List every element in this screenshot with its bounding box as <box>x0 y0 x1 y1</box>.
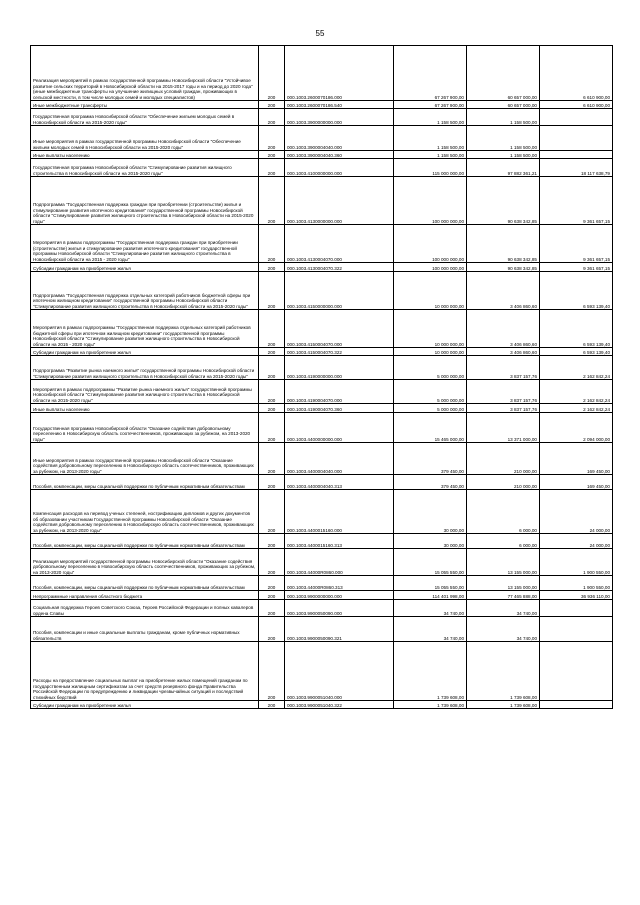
cell-unexecuted-amount: 2 162 842,24 <box>540 380 613 404</box>
cell-unexecuted-amount: 2 094 000,00 <box>540 413 613 443</box>
table-row <box>31 159 613 177</box>
table-row <box>31 356 613 380</box>
cell-budget-code: 000.1003.4100000000.000 <box>285 159 394 177</box>
cell-name: Расходы на предоставление социальных выплат на приобретение жилых помещений гражданам по государственным жилищным сертификатам за счет средств резервного фонда Правительства Российской Федерации по предупреждению и ликвидации чрезвычайных ситуаций и последствий стихийных бедствий <box>31 642 259 701</box>
cell-budget-code: 000.1003.9900050090.321 <box>285 617 394 642</box>
cell-executed-amount: 6 000,00 <box>467 490 540 534</box>
cell-executed-amount: 3 837 157,76 <box>467 380 540 404</box>
cell-approved-amount: 67 267 900,00 <box>394 46 467 101</box>
cell-approved-amount: 10 000 000,00 <box>394 272 467 310</box>
table-row <box>31 272 613 310</box>
cell-unexecuted-amount <box>540 151 613 159</box>
cell-executed-amount: 3 406 860,60 <box>467 348 540 356</box>
table-row <box>31 534 613 549</box>
cell-line-code: 200 <box>259 356 285 380</box>
cell-executed-amount: 1 158 500,00 <box>467 126 540 151</box>
cell-budget-code: 000.1003.9900051040.000 <box>285 642 394 701</box>
table-row <box>31 380 613 404</box>
cell-approved-amount: 379 450,00 <box>394 443 467 475</box>
cell-line-code: 200 <box>259 591 285 600</box>
cell-approved-amount: 1 158 500,00 <box>394 126 467 151</box>
cell-approved-amount: 1 739 608,00 <box>394 701 467 709</box>
cell-approved-amount: 115 000 000,00 <box>394 159 467 177</box>
cell-line-code: 200 <box>259 600 285 617</box>
cell-budget-code: 000.1003.4400004040.313 <box>285 475 394 490</box>
cell-unexecuted-amount: 6 610 900,00 <box>540 101 613 109</box>
table-row <box>31 225 613 263</box>
cell-budget-code: 000.1003.4190000000.000 <box>285 356 394 380</box>
cell-budget-code: 000.1003.9900000000.000 <box>285 591 394 600</box>
cell-approved-amount: 1 739 608,00 <box>394 642 467 701</box>
cell-unexecuted-amount: 9 361 657,15 <box>540 225 613 263</box>
cell-unexecuted-amount: 2 162 842,24 <box>540 356 613 380</box>
cell-approved-amount: 10 000 000,00 <box>394 348 467 356</box>
cell-executed-amount: 90 638 342,85 <box>467 177 540 225</box>
cell-approved-amount: 34 740,00 <box>394 600 467 617</box>
cell-line-code: 200 <box>259 490 285 534</box>
table-row <box>31 101 613 109</box>
table-row <box>31 475 613 490</box>
cell-name: Субсидии гражданам на приобретение жилья <box>31 701 259 709</box>
cell-line-code: 200 <box>259 404 285 413</box>
cell-unexecuted-amount: 24 000,00 <box>540 490 613 534</box>
cell-executed-amount: 3 406 860,60 <box>467 310 540 348</box>
page-number: 55 <box>315 29 325 38</box>
cell-name: Субсидии гражданам на приобретение жилья <box>31 263 259 272</box>
table-row <box>31 617 613 642</box>
cell-budget-code: 000.1003.2600070186.000 <box>285 46 394 101</box>
cell-unexecuted-amount: 6 610 900,00 <box>540 46 613 101</box>
cell-unexecuted-amount <box>540 642 613 701</box>
cell-executed-amount: 60 657 000,00 <box>467 101 540 109</box>
cell-unexecuted-amount: 24 000,00 <box>540 534 613 549</box>
cell-approved-amount: 5 000 000,00 <box>394 404 467 413</box>
cell-approved-amount: 30 000,00 <box>394 490 467 534</box>
cell-approved-amount: 100 000 000,00 <box>394 225 467 263</box>
cell-budget-code: 000.1003.4130004070.322 <box>285 263 394 272</box>
cell-executed-amount: 1 739 608,00 <box>467 642 540 701</box>
table-row <box>31 109 613 126</box>
cell-executed-amount: 6 000,00 <box>467 534 540 549</box>
cell-executed-amount: 210 000,00 <box>467 443 540 475</box>
cell-line-code: 200 <box>259 617 285 642</box>
cell-approved-amount: 379 450,00 <box>394 475 467 490</box>
cell-budget-code: 000.1003.2600070186.540 <box>285 101 394 109</box>
cell-name: Пособия, компенсации, меры социальной поддержки по публичным нормативным обязательствам <box>31 475 259 490</box>
cell-unexecuted-amount: 6 593 139,40 <box>540 348 613 356</box>
cell-line-code: 200 <box>259 225 285 263</box>
cell-executed-amount: 77 465 888,00 <box>467 591 540 600</box>
table-row <box>31 591 613 600</box>
cell-line-code: 200 <box>259 310 285 348</box>
cell-approved-amount: 1 158 500,00 <box>394 109 467 126</box>
cell-approved-amount: 15 465 000,00 <box>394 413 467 443</box>
cell-unexecuted-amount: 6 593 139,40 <box>540 272 613 310</box>
cell-unexecuted-amount <box>540 600 613 617</box>
cell-unexecuted-amount: 9 361 657,15 <box>540 177 613 225</box>
cell-budget-code: 000.1003.4150004070.000 <box>285 310 394 348</box>
cell-budget-code: 000.1003.9900050090.000 <box>285 600 394 617</box>
cell-name: Непрограммные направления областного бюджета <box>31 591 259 600</box>
cell-executed-amount: 97 882 361,21 <box>467 159 540 177</box>
cell-executed-amount: 210 000,00 <box>467 475 540 490</box>
cell-line-code: 200 <box>259 101 285 109</box>
cell-budget-code: 000.1003.4130000000.000 <box>285 177 394 225</box>
cell-executed-amount: 34 740,00 <box>467 600 540 617</box>
cell-unexecuted-amount: 1 900 550,00 <box>540 549 613 576</box>
cell-name: Подпрограмма "Развитие рынка наемного жилья" государственной программы Новосибирской области "Стимулирование развития жилищного строительства в Новосибирской области на 2015-2020 годы" <box>31 356 259 380</box>
cell-name: Пособия, компенсации, меры социальной поддержки по публичным нормативным обязательствам <box>31 534 259 549</box>
cell-budget-code: 000.1003.4130004070.000 <box>285 225 394 263</box>
cell-budget-code: 000.1003.3900000000.000 <box>285 109 394 126</box>
cell-name: Иные выплаты населению <box>31 151 259 159</box>
cell-approved-amount: 34 740,00 <box>394 617 467 642</box>
cell-approved-amount: 15 055 550,00 <box>394 549 467 576</box>
cell-budget-code: 000.1003.4190004070.000 <box>285 380 394 404</box>
cell-executed-amount: 3 837 157,76 <box>467 356 540 380</box>
cell-name: Государственная программа Новосибирской области "Обеспечение жильем молодых семей в Новосибирской области на 2015-2020 годы" <box>31 109 259 126</box>
cell-budget-code: 000.1003.4150000000.000 <box>285 272 394 310</box>
cell-budget-code: 000.1003.4190004070.360 <box>285 404 394 413</box>
cell-executed-amount: 1 739 608,00 <box>467 701 540 709</box>
cell-name: Пособия, компенсации, меры социальной поддержки по публичным нормативным обязательствам <box>31 576 259 591</box>
cell-approved-amount: 67 267 900,00 <box>394 101 467 109</box>
table-row <box>31 263 613 272</box>
budget-execution-table <box>30 45 613 709</box>
cell-name: Иные выплаты населению <box>31 404 259 413</box>
cell-name: Государственная программа Новосибирской области "Стимулирование развития жилищного строительства в Новосибирской области на 2015-2020 годы" <box>31 159 259 177</box>
cell-unexecuted-amount <box>540 701 613 709</box>
cell-executed-amount: 90 638 342,85 <box>467 225 540 263</box>
cell-line-code: 200 <box>259 701 285 709</box>
cell-unexecuted-amount <box>540 109 613 126</box>
cell-budget-code: 000.1003.4150004070.322 <box>285 348 394 356</box>
cell-budget-code: 000.1003.44000R0860.000 <box>285 549 394 576</box>
cell-executed-amount: 1 158 500,00 <box>467 109 540 126</box>
cell-name: Государственная программа Новосибирской области "Оказание содействия добровольному переселению в Новосибирскую область соотечественников, проживающих за рубежом, на 2013-2020 годы" <box>31 413 259 443</box>
cell-name: Пособия, компенсации и иные социальные выплаты гражданам, кроме публичных нормативных обязательств <box>31 617 259 642</box>
cell-unexecuted-amount: 2 162 842,24 <box>540 404 613 413</box>
cell-line-code: 200 <box>259 413 285 443</box>
cell-line-code: 200 <box>259 109 285 126</box>
cell-line-code: 200 <box>259 151 285 159</box>
cell-name: Иные мероприятия в рамках государственной программы Новосибирской области "Обеспечение жильем молодых семей в Новосибирской области на 2015-2020 годы" <box>31 126 259 151</box>
table-row <box>31 600 613 617</box>
cell-line-code: 200 <box>259 642 285 701</box>
table-body <box>31 46 613 709</box>
cell-approved-amount: 5 000 000,00 <box>394 356 467 380</box>
cell-name: Мероприятия в рамках подпрограммы "Государственная поддержка граждан при приобретении (строительстве) жилья и стимулирование развития ипотечного кредитования" государственной программы Новосибирской области "Стимулирование развития жилищного строительства в Новосибирской области на 2015 - 2020 годы" <box>31 225 259 263</box>
cell-line-code: 200 <box>259 272 285 310</box>
cell-executed-amount: 34 740,00 <box>467 617 540 642</box>
cell-line-code: 200 <box>259 443 285 475</box>
table-row <box>31 443 613 475</box>
cell-name: Мероприятия в рамках подпрограммы "Государственная поддержка отдельных категорий работников бюджетной сферы при ипотечном жилищном кредитовании" государственной программы Новосибирской области "Стимулирование развития жилищного строительства в Новосибирской области на 2015 - 2020 годы" <box>31 310 259 348</box>
cell-name: Подпрограмма "Государственная поддержка граждан при приобретении (строительстве) жилья и стимулирование развития ипотечного кредитования" государственной программы Новосибирской области "Стимулирование развития жилищного строительства в Новосибирской области на 2015-2020 годы" <box>31 177 259 225</box>
cell-executed-amount: 90 638 342,85 <box>467 263 540 272</box>
cell-name: Подпрограмма "Государственная поддержка отдельных категорий работников бюджетной сферы при ипотечном жилищном кредитовании" государственной программы Новосибирской области "Стимулирование развития жилищного строительства в Новосибирской области на 2015-2020 годы" <box>31 272 259 310</box>
cell-name: Социальная поддержка Героев Советского Союза, Героев Российской Федерации и полных кавалеров ордена Славы <box>31 600 259 617</box>
cell-unexecuted-amount: 169 450,00 <box>540 443 613 475</box>
cell-name: Реализация мероприятий государственной программы Новосибирской области "Оказание содействия добровольному переселению в Новосибирскую область соотечественников, проживающих за рубежом, на 2013-2020 годы" <box>31 549 259 576</box>
cell-executed-amount: 13 371 000,00 <box>467 413 540 443</box>
cell-unexecuted-amount: 6 593 139,40 <box>540 310 613 348</box>
cell-approved-amount: 100 000 000,00 <box>394 177 467 225</box>
cell-line-code: 200 <box>259 380 285 404</box>
cell-unexecuted-amount: 1 900 550,00 <box>540 576 613 591</box>
cell-name: Иные мероприятия в рамках государственной программы Новосибирской области "Оказание содействия добровольному переселению в Новосибирскую область соотечественников, проживающих за рубежом, на 2013-2020 годы" <box>31 443 259 475</box>
cell-line-code: 200 <box>259 549 285 576</box>
cell-name: Реализация мероприятий в рамках государственной программы Новосибирской области "Устойчивое развитие сельских территорий в Новосибирской области на 2015-2017 годы и на период до 2020 года" (иные межбюджетные трансферты на улучшение жилищных условий граждан, проживающих в сельской местности, в том числе молодых семей и молодых специалистов) <box>31 46 259 101</box>
cell-budget-code: 000.1003.9900051040.322 <box>285 701 394 709</box>
cell-unexecuted-amount <box>540 617 613 642</box>
cell-budget-code: 000.1003.44000R0860.313 <box>285 576 394 591</box>
cell-name: Мероприятия в рамках подпрограммы "Развитие рынка наемного жилья" государственной программы Новосибирской области "Стимулирование развития жилищного строительства в Новосибирской области на 2015-2020 годы" <box>31 380 259 404</box>
cell-approved-amount: 1 158 500,00 <box>394 151 467 159</box>
table-row <box>31 310 613 348</box>
table-row <box>31 490 613 534</box>
cell-line-code: 200 <box>259 159 285 177</box>
cell-line-code: 200 <box>259 576 285 591</box>
cell-unexecuted-amount <box>540 126 613 151</box>
cell-unexecuted-amount: 9 361 657,15 <box>540 263 613 272</box>
table-row <box>31 404 613 413</box>
cell-executed-amount: 3 406 860,60 <box>467 272 540 310</box>
cell-approved-amount: 114 401 998,00 <box>394 591 467 600</box>
cell-approved-amount: 15 055 550,00 <box>394 576 467 591</box>
cell-budget-code: 000.1003.4400004040.000 <box>285 443 394 475</box>
cell-name: Субсидии гражданам на приобретение жилья <box>31 348 259 356</box>
table-row <box>31 549 613 576</box>
table-row <box>31 177 613 225</box>
cell-budget-code: 000.1003.3900004040.000 <box>285 126 394 151</box>
cell-executed-amount: 1 158 500,00 <box>467 151 540 159</box>
cell-budget-code: 000.1003.3900004040.360 <box>285 151 394 159</box>
table-row <box>31 642 613 701</box>
cell-unexecuted-amount: 36 936 110,00 <box>540 591 613 600</box>
table-row <box>31 126 613 151</box>
table-row <box>31 701 613 709</box>
cell-approved-amount: 30 000,00 <box>394 534 467 549</box>
cell-executed-amount: 3 837 157,76 <box>467 404 540 413</box>
table-row <box>31 413 613 443</box>
cell-approved-amount: 10 000 000,00 <box>394 310 467 348</box>
cell-name: Компенсация расходов на перевод ученых степеней, нострификацию дипломов и других документов об образовании участникам Государственной программы Новосибирской области "Оказание содействия добровольному переселению в Новосибирскую область соотечественников, проживающих за рубежом, на 2013-2020 годы" <box>31 490 259 534</box>
cell-executed-amount: 13 155 000,00 <box>467 576 540 591</box>
table-row <box>31 151 613 159</box>
cell-unexecuted-amount: 18 117 638,79 <box>540 159 613 177</box>
cell-approved-amount: 5 000 000,00 <box>394 380 467 404</box>
cell-unexecuted-amount: 169 450,00 <box>540 475 613 490</box>
cell-line-code: 200 <box>259 126 285 151</box>
cell-line-code: 200 <box>259 534 285 549</box>
cell-executed-amount: 60 657 000,00 <box>467 46 540 101</box>
cell-budget-code: 000.1003.4400000000.000 <box>285 413 394 443</box>
cell-line-code: 200 <box>259 348 285 356</box>
cell-line-code: 200 <box>259 177 285 225</box>
table-row <box>31 348 613 356</box>
cell-line-code: 200 <box>259 46 285 101</box>
cell-budget-code: 000.1003.4400015160.000 <box>285 490 394 534</box>
cell-line-code: 200 <box>259 475 285 490</box>
table-row <box>31 46 613 101</box>
cell-budget-code: 000.1003.4400015160.313 <box>285 534 394 549</box>
cell-approved-amount: 100 000 000,00 <box>394 263 467 272</box>
cell-line-code: 200 <box>259 263 285 272</box>
cell-name: Иные межбюджетные трансферты <box>31 101 259 109</box>
cell-executed-amount: 13 155 000,00 <box>467 549 540 576</box>
table-row <box>31 576 613 591</box>
